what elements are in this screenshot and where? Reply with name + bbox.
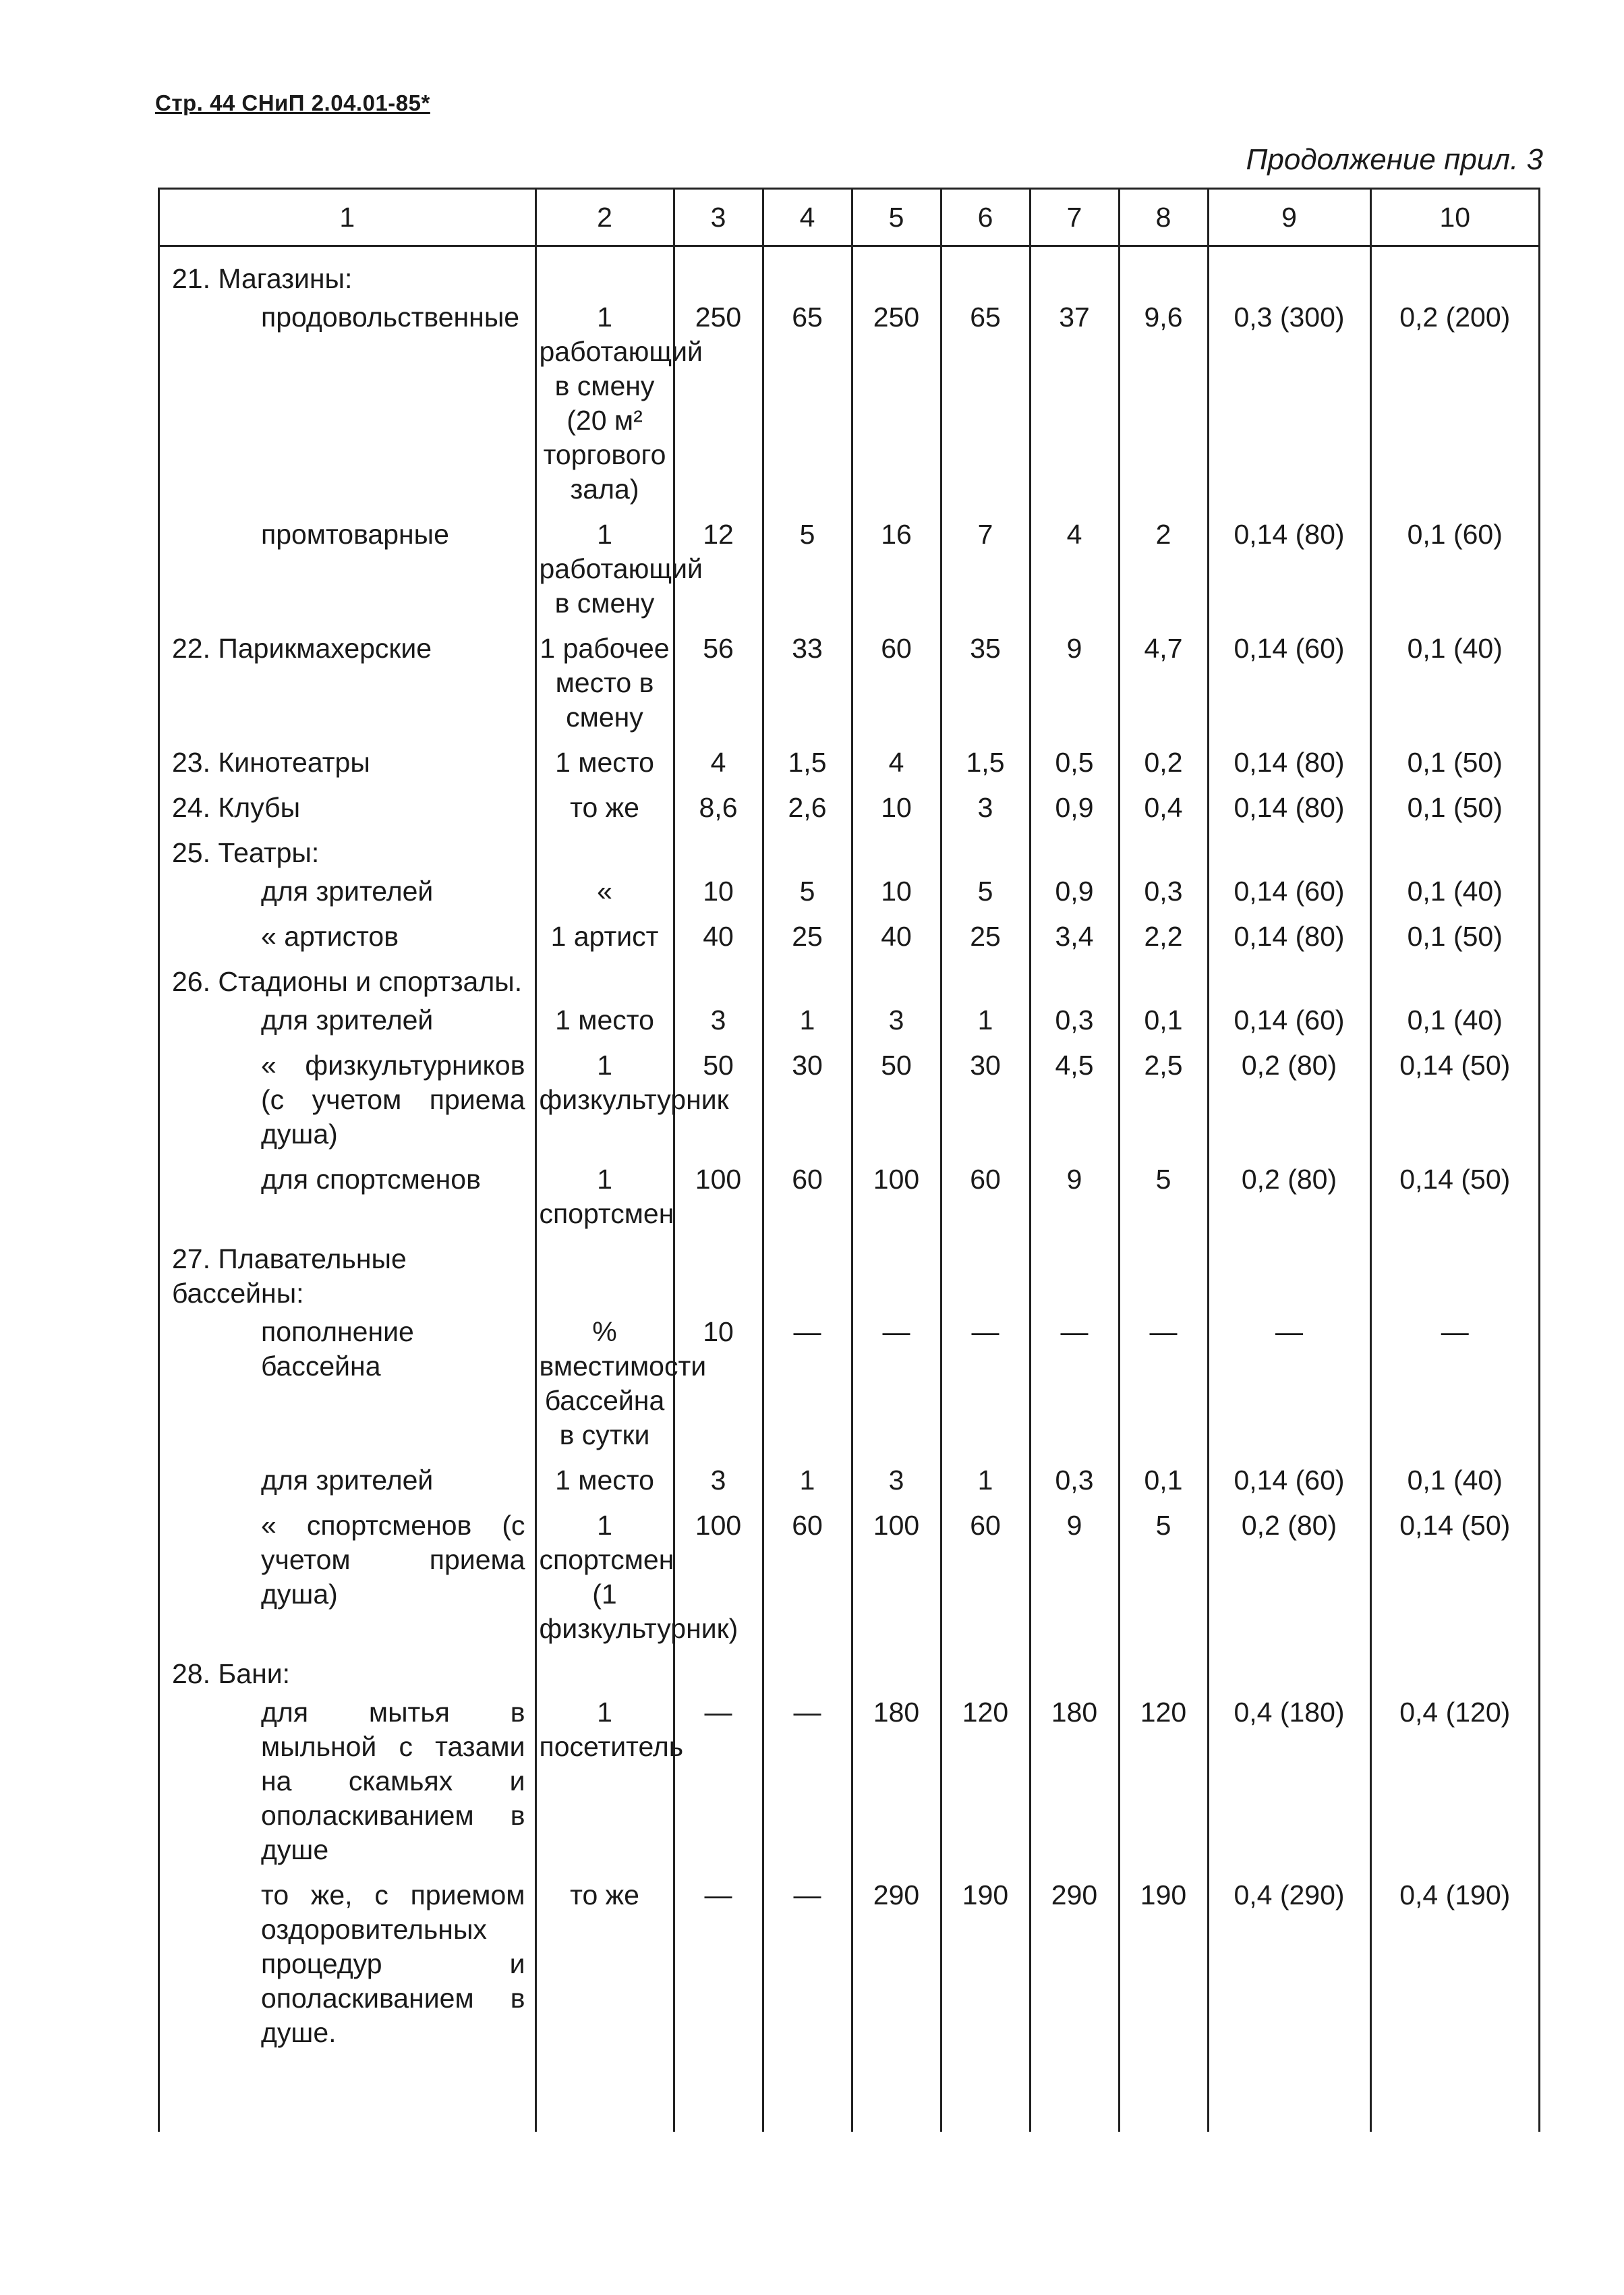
- row-value: 100: [674, 1498, 763, 1646]
- row-value: [1208, 1231, 1370, 1311]
- col-header: 9: [1208, 190, 1370, 246]
- row-value: 0,2 (80): [1208, 1498, 1370, 1646]
- table-row: [160, 1152, 1538, 1231]
- row-value: 35: [941, 621, 1030, 735]
- row-value: 0,4 (120): [1370, 1691, 1538, 1867]
- row-unit: 1 артист: [535, 909, 674, 954]
- row-value: —: [763, 1691, 852, 1867]
- row-value: 37: [1030, 296, 1119, 507]
- row-name: 21. Магазины:: [172, 263, 353, 294]
- row-name: 22. Парикмахерские: [172, 633, 432, 664]
- col-header: 5: [852, 190, 941, 246]
- row-value: 290: [1030, 1867, 1119, 2050]
- row-value: 9: [1030, 1152, 1119, 1231]
- table-row: [160, 296, 1538, 507]
- row-value: [1030, 825, 1119, 870]
- table-row: [160, 246, 1538, 297]
- row-value: 0,2 (80): [1208, 1152, 1370, 1231]
- row-value: 0,4: [1119, 780, 1208, 825]
- row-unit: 1 место: [535, 735, 674, 780]
- row-value: 50: [674, 1038, 763, 1152]
- row-value: [763, 954, 852, 999]
- row-unit: % вместимости бассейна в сутки: [535, 1311, 674, 1452]
- row-value: 250: [852, 296, 941, 507]
- row-value: [763, 1646, 852, 1691]
- table-row: [160, 1311, 1538, 1452]
- row-name: для зрителей: [261, 876, 434, 907]
- row-value: 0,2 (200): [1370, 296, 1538, 507]
- row-value: 3: [852, 1452, 941, 1498]
- row-value: 1,5: [763, 735, 852, 780]
- row-unit: то же: [535, 780, 674, 825]
- row-value: 56: [674, 621, 763, 735]
- row-name: промтоварные: [261, 519, 449, 550]
- row-value: 1: [763, 1452, 852, 1498]
- row-value: [674, 954, 763, 999]
- norms-table: [160, 190, 1538, 2132]
- row-value: 0,1 (60): [1370, 507, 1538, 621]
- row-value: 0,4 (190): [1370, 1867, 1538, 2050]
- row-unit: [535, 825, 674, 870]
- row-name: 28. Бани:: [172, 1658, 291, 1689]
- row-name: то же, с приемом оздоровительных процедур и ополаскиванием в душе.: [261, 1879, 525, 2048]
- row-value: 0,3: [1030, 1452, 1119, 1498]
- row-value: 180: [852, 1691, 941, 1867]
- row-value: [852, 1231, 941, 1311]
- row-unit: 1 рабочее место в смену: [535, 621, 674, 735]
- row-value: 0,1 (40): [1370, 870, 1538, 909]
- row-value: [1208, 954, 1370, 999]
- row-value: 190: [1119, 1867, 1208, 2050]
- row-value: [1119, 1231, 1208, 1311]
- row-name: 24. Клубы: [172, 792, 301, 823]
- row-value: [1208, 1646, 1370, 1691]
- col-header: 3: [674, 190, 763, 246]
- row-unit: 1 спортсмен: [535, 1152, 674, 1231]
- tail-cell: [1119, 2050, 1208, 2132]
- row-value: 60: [763, 1152, 852, 1231]
- row-value: [763, 825, 852, 870]
- row-name: для зрителей: [261, 1465, 434, 1496]
- row-unit: 1 место: [535, 1452, 674, 1498]
- row-value: 0,14 (60): [1208, 621, 1370, 735]
- row-value: 100: [674, 1152, 763, 1231]
- row-value: [1370, 1646, 1538, 1691]
- row-value: 0,9: [1030, 870, 1119, 909]
- tail-cell: [852, 2050, 941, 2132]
- table-row: [160, 735, 1538, 780]
- row-value: 5: [763, 507, 852, 621]
- table-row: [160, 1038, 1538, 1152]
- table-row: [160, 1498, 1538, 1646]
- row-value: 60: [852, 621, 941, 735]
- row-value: 290: [852, 1867, 941, 2050]
- row-value: —: [1208, 1311, 1370, 1452]
- tail-cell: [160, 2050, 535, 2132]
- row-value: [1370, 954, 1538, 999]
- row-value: [674, 1231, 763, 1311]
- row-unit: 1 место: [535, 999, 674, 1038]
- row-unit: 1 работающий в смену: [535, 507, 674, 621]
- row-value: 0,14 (80): [1208, 735, 1370, 780]
- row-value: [1370, 1231, 1538, 1311]
- row-value: 0,14 (60): [1208, 1452, 1370, 1498]
- row-value: 10: [674, 870, 763, 909]
- row-value: 0,1: [1119, 1452, 1208, 1498]
- row-value: 4,5: [1030, 1038, 1119, 1152]
- col-header: 7: [1030, 190, 1119, 246]
- row-name: 23. Кинотеатры: [172, 747, 370, 778]
- row-value: 30: [763, 1038, 852, 1152]
- row-value: 0,9: [1030, 780, 1119, 825]
- col-header: 4: [763, 190, 852, 246]
- row-value: 9,6: [1119, 296, 1208, 507]
- row-value: 3: [674, 1452, 763, 1498]
- table-body: [160, 246, 1538, 2132]
- row-value: [1370, 246, 1538, 297]
- table-row: [160, 1691, 1538, 1867]
- row-value: [674, 825, 763, 870]
- row-value: [763, 246, 852, 297]
- row-name: « артистов: [261, 921, 399, 952]
- row-value: [852, 246, 941, 297]
- row-value: 40: [852, 909, 941, 954]
- row-value: 1: [763, 999, 852, 1038]
- row-value: —: [852, 1311, 941, 1452]
- row-value: 3: [941, 780, 1030, 825]
- row-value: 16: [852, 507, 941, 621]
- row-unit: [535, 1646, 674, 1691]
- row-unit: [535, 246, 674, 297]
- table-row: [160, 621, 1538, 735]
- row-value: 9: [1030, 1498, 1119, 1646]
- row-value: 0,3: [1030, 999, 1119, 1038]
- row-value: 0,1 (40): [1370, 1452, 1538, 1498]
- tail-cell: [1208, 2050, 1370, 2132]
- row-value: 0,4 (290): [1208, 1867, 1370, 2050]
- row-value: 180: [1030, 1691, 1119, 1867]
- row-name: продовольственные: [261, 302, 520, 333]
- row-value: [1119, 1646, 1208, 1691]
- row-unit: 1 физкультурник: [535, 1038, 674, 1152]
- table-row: [160, 1452, 1538, 1498]
- table-tail-row: [160, 2050, 1538, 2132]
- col-header: 1: [160, 190, 535, 246]
- row-value: [941, 1646, 1030, 1691]
- row-value: 0,5: [1030, 735, 1119, 780]
- row-value: [1208, 825, 1370, 870]
- table-row: [160, 999, 1538, 1038]
- row-value: —: [1030, 1311, 1119, 1452]
- row-name: « физкультурников (с учетом приема душа): [261, 1050, 525, 1150]
- row-value: 3: [852, 999, 941, 1038]
- row-value: 5: [763, 870, 852, 909]
- row-value: 25: [763, 909, 852, 954]
- row-value: 5: [1119, 1498, 1208, 1646]
- table-row: [160, 1646, 1538, 1691]
- row-value: 250: [674, 296, 763, 507]
- row-value: 8,6: [674, 780, 763, 825]
- row-value: [674, 246, 763, 297]
- row-value: 0,3: [1119, 870, 1208, 909]
- row-value: [1119, 246, 1208, 297]
- row-value: [763, 1231, 852, 1311]
- row-value: 1: [941, 1452, 1030, 1498]
- row-value: 0,1: [1119, 999, 1208, 1038]
- row-name: 27. Плавательные бассейны:: [172, 1243, 407, 1309]
- row-unit: то же: [535, 1867, 674, 2050]
- row-value: 25: [941, 909, 1030, 954]
- row-value: —: [674, 1691, 763, 1867]
- row-value: [941, 246, 1030, 297]
- row-unit: «: [535, 870, 674, 909]
- row-value: —: [763, 1311, 852, 1452]
- row-value: [1030, 246, 1119, 297]
- row-value: 7: [941, 507, 1030, 621]
- row-name: для зрителей: [261, 1004, 434, 1036]
- row-value: 60: [941, 1152, 1030, 1231]
- row-value: 0,14 (60): [1208, 999, 1370, 1038]
- col-header: 10: [1370, 190, 1538, 246]
- table-row: [160, 825, 1538, 870]
- row-name: « спортсменов (с учетом приема душа): [261, 1510, 525, 1610]
- row-value: 12: [674, 507, 763, 621]
- row-value: 0,14 (80): [1208, 780, 1370, 825]
- row-value: [1030, 1646, 1119, 1691]
- row-value: 0,1 (40): [1370, 999, 1538, 1038]
- table-row: [160, 780, 1538, 825]
- table-row: [160, 909, 1538, 954]
- row-unit: [535, 1231, 674, 1311]
- row-value: 40: [674, 909, 763, 954]
- tail-cell: [535, 2050, 674, 2132]
- row-value: 0,14 (80): [1208, 507, 1370, 621]
- table-row: [160, 954, 1538, 999]
- row-value: 10: [674, 1311, 763, 1452]
- row-value: 2,2: [1119, 909, 1208, 954]
- row-name: 26. Стадионы и спортзалы.: [172, 966, 523, 997]
- row-value: [852, 1646, 941, 1691]
- tail-cell: [941, 2050, 1030, 2132]
- row-value: 0,14 (60): [1208, 870, 1370, 909]
- row-value: 0,14 (50): [1370, 1038, 1538, 1152]
- row-value: 30: [941, 1038, 1030, 1152]
- row-value: [1119, 954, 1208, 999]
- row-value: [1208, 246, 1370, 297]
- page-header: Стр. 44 СНиП 2.04.01-85*: [155, 90, 430, 115]
- row-value: 0,14 (50): [1370, 1498, 1538, 1646]
- row-value: 9: [1030, 621, 1119, 735]
- row-value: 60: [763, 1498, 852, 1646]
- table-row: [160, 870, 1538, 909]
- col-header: 2: [535, 190, 674, 246]
- row-value: 120: [941, 1691, 1030, 1867]
- row-value: 1: [941, 999, 1030, 1038]
- row-value: 0,3 (300): [1208, 296, 1370, 507]
- row-value: [941, 825, 1030, 870]
- row-value: 0,1 (40): [1370, 621, 1538, 735]
- col-header: 8: [1119, 190, 1208, 246]
- row-value: 2: [1119, 507, 1208, 621]
- row-value: 65: [941, 296, 1030, 507]
- row-value: 0,2: [1119, 735, 1208, 780]
- row-value: —: [941, 1311, 1030, 1452]
- row-value: [941, 1231, 1030, 1311]
- tail-cell: [1370, 2050, 1538, 2132]
- row-name: 25. Театры:: [172, 837, 320, 868]
- row-value: 5: [1119, 1152, 1208, 1231]
- row-unit: 1 работающий в смену (20 м² торгового зала): [535, 296, 674, 507]
- row-value: 50: [852, 1038, 941, 1152]
- row-value: [1030, 1231, 1119, 1311]
- row-value: 10: [852, 870, 941, 909]
- table-row: [160, 1231, 1538, 1311]
- row-name: для спортсменов: [261, 1164, 481, 1195]
- row-value: —: [763, 1867, 852, 2050]
- row-value: 0,14 (80): [1208, 909, 1370, 954]
- row-value: [852, 825, 941, 870]
- row-value: 190: [941, 1867, 1030, 2050]
- row-value: 2,5: [1119, 1038, 1208, 1152]
- row-value: [1370, 825, 1538, 870]
- row-unit: [535, 954, 674, 999]
- row-value: 0,14 (50): [1370, 1152, 1538, 1231]
- row-value: 0,1 (50): [1370, 909, 1538, 954]
- row-name: для мытья в мыльной с тазами на скамьях и ополаскиванием в душе: [261, 1697, 525, 1865]
- row-value: 0,4 (180): [1208, 1691, 1370, 1867]
- row-value: [852, 954, 941, 999]
- row-value: 2,6: [763, 780, 852, 825]
- row-value: [674, 1646, 763, 1691]
- row-unit: 1 посетитель: [535, 1691, 674, 1867]
- row-value: [941, 954, 1030, 999]
- row-value: 3,4: [1030, 909, 1119, 954]
- tail-cell: [1030, 2050, 1119, 2132]
- row-value: 4: [852, 735, 941, 780]
- table-row: [160, 507, 1538, 621]
- row-value: 0,1 (50): [1370, 735, 1538, 780]
- row-value: 60: [941, 1498, 1030, 1646]
- row-name: пополнение бассейна: [261, 1316, 414, 1382]
- row-value: 0,1 (50): [1370, 780, 1538, 825]
- col-header: 6: [941, 190, 1030, 246]
- row-value: —: [674, 1867, 763, 2050]
- row-value: 100: [852, 1152, 941, 1231]
- row-value: 100: [852, 1498, 941, 1646]
- row-value: 33: [763, 621, 852, 735]
- row-value: —: [1119, 1311, 1208, 1452]
- row-value: —: [1370, 1311, 1538, 1452]
- row-value: 5: [941, 870, 1030, 909]
- row-value: [1030, 954, 1119, 999]
- row-value: 4: [674, 735, 763, 780]
- row-value: 4,7: [1119, 621, 1208, 735]
- row-value: 0,2 (80): [1208, 1038, 1370, 1152]
- table-row: [160, 1867, 1538, 2050]
- row-value: 10: [852, 780, 941, 825]
- row-value: 4: [1030, 507, 1119, 621]
- row-value: 1,5: [941, 735, 1030, 780]
- table-header-row: [160, 190, 1538, 246]
- row-value: 65: [763, 296, 852, 507]
- table-frame: [158, 188, 1540, 2132]
- row-unit: 1 спортсмен (1 физкультурник): [535, 1498, 674, 1646]
- continuation-label: Продолжение прил. 3: [1246, 143, 1543, 176]
- row-value: [1119, 825, 1208, 870]
- tail-cell: [763, 2050, 852, 2132]
- row-value: 3: [674, 999, 763, 1038]
- tail-cell: [674, 2050, 763, 2132]
- row-value: 120: [1119, 1691, 1208, 1867]
